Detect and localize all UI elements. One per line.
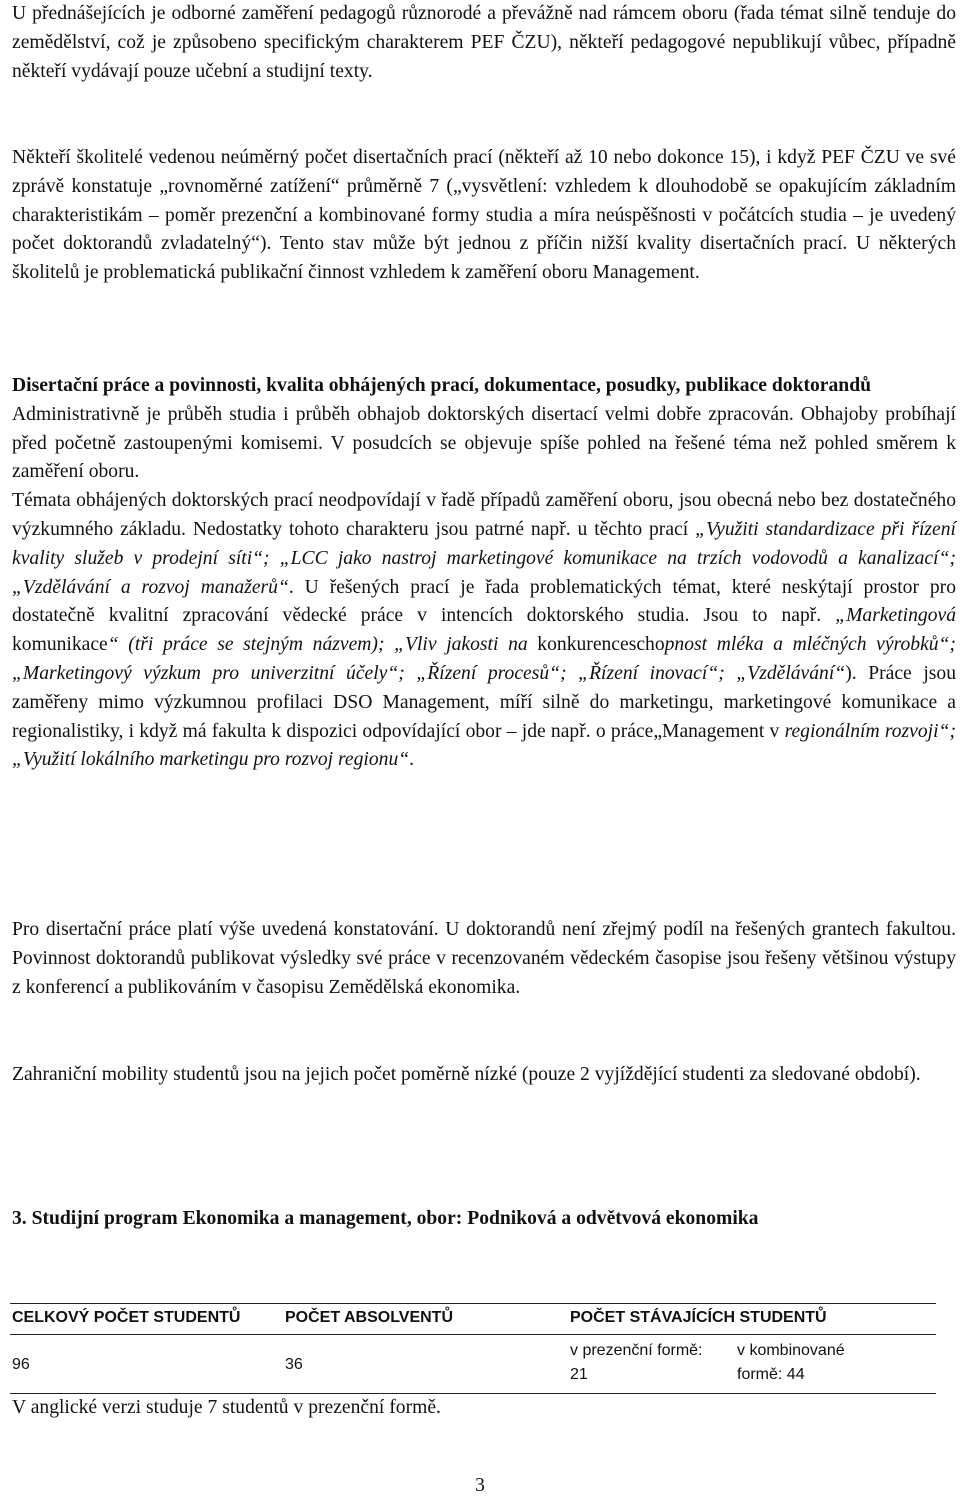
text-run: Témata obhájených doktorských prací neodpovídají v řadě případů zaměření oboru, jsou obecná nebo bez dostatečného výzkumného základu. Nedostatky tohoto charakteru jsou patrné např. u těchto prací [12, 490, 956, 540]
paragraph-publications: Pro disertační práce platí výše uvedená konstatování. U doktorandů není zřejmý podíl na řešených grantech fakultou. Povinnost doktorandů publikovat výsledky své práce v recenzovaném vědeckém časopise jsou řešeny většinou výstupy z konferencí a publikováním v časopisu Zemědělská ekonomika. [12, 919, 956, 998]
header-total-students: CELKOVÝ POČET STUDENTŮ [12, 1309, 241, 1326]
paragraph-supervisors: Někteří školitelé vedenou neúměrný počet disertačních prací (někteří až 10 nebo dokonce 15), i když PEF ČZU ve své zprávě konstatuje „rovnoměrné zatížení“ průměrně 7 („vysvětlení: vzhledem k dlouhodobě se opakujícím základním charakteristikám – poměr prezenční a kombinované formy studia a míra neúspěšnosti v počátcích studia – je uvedený počet doktorandů zvladatelný“). Tento stav může být jednou z příčin nižší kvality disertačních prací. U některých školitelů je problematická publikační činnost vzhledem k zaměření oboru Management. [12, 147, 956, 284]
text-run: konkurencescho [527, 634, 665, 656]
english-version-note: V anglické verzi studuje 7 studentů v prezenční formě. [12, 1397, 441, 1418]
page-number: 3 [475, 1475, 485, 1496]
italic-titles: regionálním rozvoji“; „Využití lokálního marketingu pro rozvoj regionu“ [12, 720, 956, 771]
italic-titles: pnost mléka a mléčných výrobků“; „Marketingový výzkum pro univerzitní účely“; „Řízení procesů“; „Řízení inovací“; „Vzdělávání“ [12, 634, 956, 684]
text-run: ). Práce jsou zaměřeny mimo výzkumnou profilaci DSO Management, míří silně do marketingu, marketingové komunikace a regionalistiky, i když má fakulta k dispozici odpovídající obor – jde např. o práce„Management v [12, 662, 956, 742]
cell-total-students: 96 [12, 1356, 30, 1373]
italic-titles: „Marketingová [835, 605, 956, 627]
section-dissertations [12, 372, 956, 775]
header-graduates: POČET ABSOLVENTŮ [285, 1309, 454, 1326]
subheading-dissertations: Disertační práce a povinnosti, kvalita obhájených prací, dokumentace, posudky, publikace doktorandů [12, 375, 871, 396]
header-current-students: POČET STÁVAJÍCÍCH STUDENTŮ [570, 1309, 827, 1326]
paragraph-topics [12, 487, 956, 775]
table-row [10, 1335, 936, 1394]
text-run: . [409, 749, 415, 771]
text-run: komunikace [12, 634, 108, 656]
section-heading: 3. Studijní program Ekonomika a management, obor: Podniková a odvětvová ekonomika [12, 1208, 759, 1229]
paragraph-lecturers: U přednášejících je odborné zaměření pedagogů různorodé a převážně nad rámcem oboru (řada témat silně tenduje do zemědělství, což je způsobeno specifickým charakterem PEF ČZU), někteří pedagogové nepublikují vůbec, případně někteří vydávají pouze učební a studijní texty. [12, 3, 956, 82]
italic-titles: „Využiti standardizace při řízení kvality služeb v prodejní síti“; „LCC jako nastroj marketingové komunikace na trzích vodovodů a kanalizací“; „Vzdělávání a rozvoj manažerů“ [12, 518, 956, 598]
paragraph-mobility: Zahraniční mobility studentů jsou na jejich počet poměrně nízké (pouze 2 vyjíždějící studenti za sledované období). [12, 1064, 921, 1085]
text-run: . U řešených prací je řada problematických témat, které neskýtají prostor pro dostatečně kvalitní zpracování vědecké práce v intencích doktorského studia. Jsou to např. [12, 576, 957, 627]
paragraph-administration: Administrativně je průběh studia i průběh obhajob doktorských disertací velmi dobře zpracován. Obhajoby probíhají před početně zastoupenými komisemi. V posudcích se objevuje spíše pohled na řešené téma než pohled směrem k zaměření oboru. [12, 403, 956, 483]
italic-titles: “ (tři práce se stejným názvem); „Vliv jakosti na [107, 634, 528, 656]
cell-fulltime: v prezenční formě: 21 [570, 1342, 703, 1383]
cell-graduates: 36 [285, 1356, 303, 1373]
table-header-row [10, 1303, 936, 1335]
cell-combined: v kombinované formě: 44 [737, 1342, 845, 1383]
